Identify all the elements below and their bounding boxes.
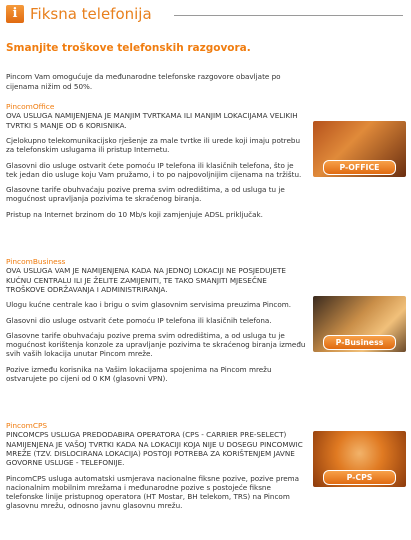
section-paragraph: Pozive između korisnika na Vašim lokacijama spojenima na Pincom mrežu ostvarujete po cijeni od 0 KM (glasovni VPN).	[6, 364, 272, 384]
cps-photo[interactable]	[313, 431, 406, 487]
p-cps-badge[interactable]: P-CPS	[323, 470, 396, 485]
section-paragraph: Pristup na Internet brzinom do 10 Mb/s koji zamjenjuje ADSL priključak.	[6, 209, 263, 219]
section-lead: OVA USLUGA NAMIJENJENA JE MANJIM TVRTKAMA ILI MANJIM LOKACIJAMA VELIKIH TVRTKI S MANJE OD 6 KORISNIKA.	[6, 111, 298, 130]
section-pincom-cps	[6, 421, 306, 517]
section-title: PincomBusiness	[6, 257, 66, 266]
business-photo[interactable]	[313, 296, 406, 352]
section-paragraph: Glasovne tarife obuhvaćaju pozive prema svim odredištima, a od usluga tu je mogućnost upravljanja pozivima te skraćenog biranja.	[6, 185, 285, 204]
page-title: Fiksna telefonija	[30, 5, 152, 23]
section-paragraph: Glasovne tarife obuhvaćaju pozive prema svim odredištima, a od usluga tu je mogućnost korištenja konzole za upravljanje pozivima te skraćenog biranja između svih vaših lokacija unutar Pincom mreže.	[6, 330, 306, 359]
p-business-badge[interactable]: P-Business	[323, 335, 396, 350]
section-paragraph: Ulogu kućne centrale kao i brigu o svim glasovnim servisima preuzima Pincom.	[6, 300, 292, 310]
section-pincom-business	[6, 257, 306, 389]
section-lead: PINCOMCPS USLUGA PREDODABIRA OPERATORA (CPS - CARRIER PRE-SELECT) NAMIJENJENA JE VAŠOJ TVRTKI KADA NA LOKACIJI KOJA NIJE U DOSEGU PINCOMWIC MREŽE (TZV. DISLOCIRANA LOKACIJA) POSTOJI POTREBA ZA KORIŠTENJEM JAVNE GOVORNE USLUGE - TELEFONIJE.	[6, 430, 303, 468]
intro-text: Pincom Vam omogućuje da međunarodne telefonske razgovore obavljate po cijenama nižim od 50%.	[6, 72, 281, 91]
section-paragraph: Glasovni dio usluge ostvarit ćete pomoću IP telefona ili klasičnih telefona.	[6, 315, 272, 325]
office-photo[interactable]	[313, 121, 406, 177]
page-subtitle: Smanjite troškove telefonskih razgovora.	[6, 42, 251, 54]
info-icon: i	[6, 5, 24, 23]
section-lead: OVA USLUGA VAM JE NAMIJENJENA KADA NA JEDNOJ LOKACIJI NE POSJEDUJETE KUĆNU CENTRALU ILI JE ŽELITE ZAMIJENITI, TE TAKO SMANJITI MJESEČNE TROŠKOVE ODRŽAVANJA I ADMINISTRIRANJA.	[6, 266, 286, 294]
section-title: PincomCPS	[6, 421, 48, 430]
p-office-badge[interactable]: P-OFFICE	[323, 160, 396, 175]
section-header	[6, 4, 405, 26]
section-pincom-office	[6, 102, 306, 225]
section-paragraph: PincomCPS usluga automatski usmjerava nacionalne fiksne pozive, pozive prema nacionalnim mobilnim mrežama i međunarodne pozive s postojeće fiksne telefonske linije pristupnog operatora (HT Mostar, BH telekom, TRS) na Pincom glasovnu mrežu, odnosno javnu glasovnu mrežu.	[6, 473, 300, 511]
header-divider	[174, 15, 403, 16]
section-paragraph: Glasovni dio usluge ostvarit ćete pomoću IP telefona ili klasičnih telefona, što je tek jedan dio usluge koju Vam pružamo, i to po najpovoljnijim cijenama na tržištu.	[6, 160, 302, 179]
section-paragraph: Cjelokupno telekomunikacijsko rješenje za male tvrtke ili urede koji imaju potrebu za telefonskim uslugama ili pristup Internetu.	[6, 136, 301, 155]
section-title: PincomOffice	[6, 102, 55, 111]
